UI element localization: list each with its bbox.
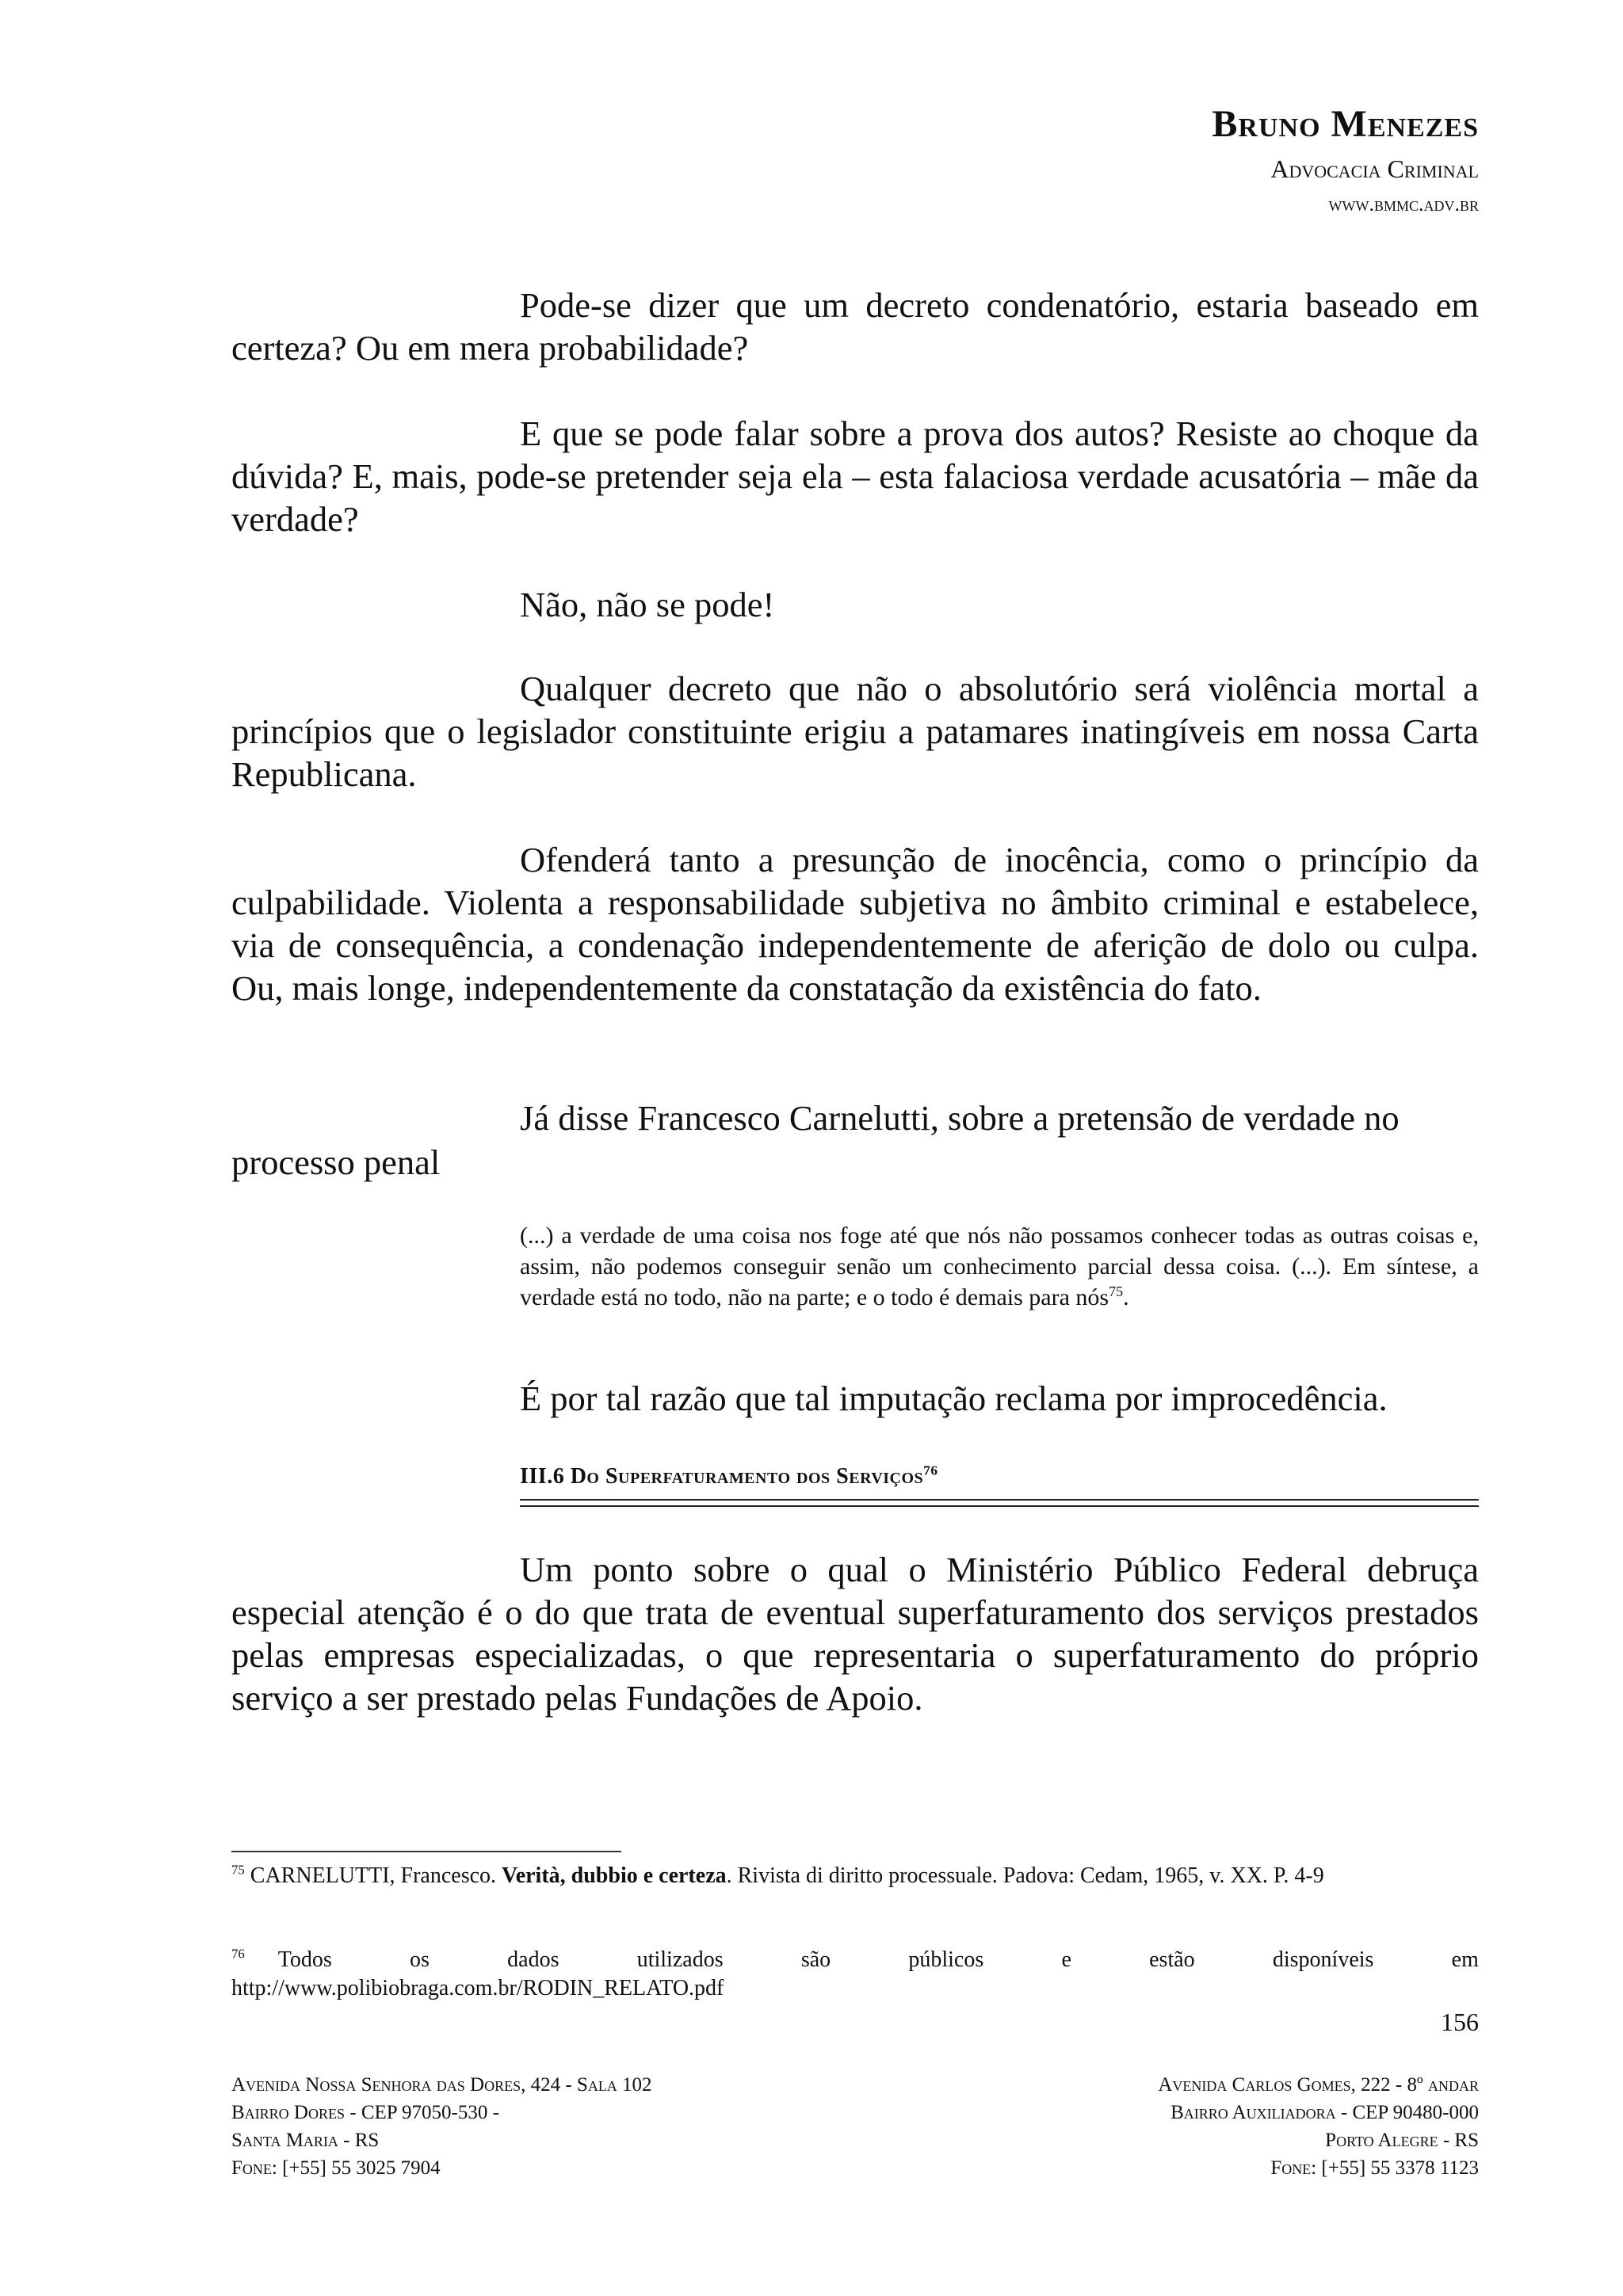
footnote-number: 75	[231, 1862, 245, 1878]
page-number: 156	[1441, 2008, 1479, 2036]
address-phone: Fone: [+55] 55 3378 1123	[1270, 2157, 1479, 2179]
footnote-word: estão	[1149, 1947, 1195, 1972]
footnote-url-link[interactable]: http://www.polibiobraga.com.br/RODIN_RELATO.pdf	[231, 1976, 724, 2000]
quote-text: (...) a verdade de uma coisa nos foge até que nós não possamos conhecer todas as outras coisas e, assim, não podemos conseguir senão um conhecimento parcial dessa coisa. (...). Em síntese, a verdade está no todo, não na parte; e o todo é demais para nós	[520, 1222, 1479, 1310]
address-phone: Fone: [+55] 55 3025 7904	[231, 2157, 441, 2179]
paragraph-2	[231, 412, 1479, 540]
paragraph-5	[231, 838, 1479, 1009]
section-heading-text: III.6 Do Superfaturamento dos Serviços	[520, 1464, 924, 1489]
footnote-text: . Rivista di diritto processuale. Padova: Cedam, 1965, v. XX. P. 4-9	[726, 1863, 1324, 1888]
footnote-title: Verità, dubbio e certeza	[502, 1863, 727, 1888]
letterhead	[766, 101, 1479, 222]
paragraph-7: É por tal razão que tal imputação reclama por improcedência.	[520, 1379, 1388, 1418]
footnote-word: e	[1061, 1947, 1071, 1972]
footnote-75	[231, 1862, 1479, 1890]
footnote-word: são	[800, 1947, 831, 1972]
address-street: Avenida Nossa Senhora das Dores, 424 - Sala 102	[231, 2074, 652, 2096]
paragraph-6-text: Já disse Francesco Carnelutti, sobre a pretensão de verdade no	[520, 1098, 1400, 1138]
paragraph-6-line-2: processo penal	[231, 1142, 441, 1182]
quote-end: .	[1123, 1284, 1129, 1310]
paragraph-3	[231, 583, 1479, 626]
footnote-word: públicos	[908, 1947, 984, 1972]
paragraph-3-text: Não, não se pode!	[520, 585, 775, 624]
firm-website: www.bmmc.adv.br	[1328, 193, 1479, 215]
heading-rule	[520, 1499, 1479, 1501]
paragraph-8	[231, 1548, 1479, 1719]
footnote-word: em	[1451, 1947, 1479, 1972]
footnote-word: dados	[507, 1947, 559, 1972]
footnote-number: 76	[231, 1946, 245, 1962]
heading-rule	[520, 1505, 1479, 1507]
footer-address-right	[1158, 2071, 1479, 2182]
address-city: Porto Alegre - RS	[1325, 2130, 1479, 2151]
paragraph-4	[231, 667, 1479, 795]
footnote-text: CARNELUTTI, Francesco.	[244, 1863, 502, 1888]
footnote-separator	[231, 1851, 621, 1852]
footnote-number-word	[231, 1946, 332, 1974]
firm-name: Bruno Menezes	[1212, 103, 1479, 145]
paragraph-1	[231, 284, 1479, 369]
address-street: Avenida Carlos Gomes, 222 - 8º andar	[1158, 2074, 1479, 2096]
footnote-76-line-1	[231, 1946, 1479, 1974]
firm-subtitle: Advocacia Criminal	[1270, 154, 1479, 183]
footer-address-left	[231, 2071, 652, 2182]
footnote-76	[231, 1946, 1479, 2003]
paragraph-5-text: Ofenderá tanto a presunção de inocência, como o princípio da culpabilidade. Violenta a responsabilidade subjetiva no âmbito criminal e estabelece, via de consequência, a condenação independentemente de aferição de dolo ou culpa. Ou, mais longe, independentemente da constatação da existência do fato.	[231, 840, 1479, 1008]
footnote-word: disponíveis	[1272, 1947, 1374, 1972]
paragraph-2-text: E que se pode falar sobre a prova dos autos? Resiste ao choque da dúvida? E, mais, pode-se pretender seja ela – esta falaciosa verdade acusatória – mãe da verdade?	[231, 414, 1479, 539]
section-heading	[520, 1464, 1479, 1489]
footnote-ref-76: 76	[923, 1463, 938, 1478]
footnote-word: os	[410, 1947, 430, 1972]
paragraph-1-text: Pode-se dizer que um decreto condenatório, estaria baseado em certeza? Ou em mera probabilidade?	[231, 285, 1479, 368]
footnote-word: Todos	[277, 1947, 332, 1972]
paragraph-4-text: Qualquer decreto que não o absolutório será violência mortal a princípios que o legislador constituinte erigiu a patamares inatingíveis em nossa Carta Republicana.	[231, 669, 1479, 794]
footnote-ref-75: 75	[1109, 1283, 1124, 1299]
paragraph-6-line-1	[231, 1097, 1479, 1139]
paragraph-8-text: Um ponto sobre o qual o Ministério Público Federal debruça especial atenção é o do que trata de eventual superfaturamento dos serviços prestados pelas empresas especializadas, o que representaria o superfaturamento do próprio serviço a ser prestado pelas Fundações de Apoio.	[231, 1550, 1479, 1718]
address-district: Bairro Auxiliadora - CEP 90480-000	[1170, 2102, 1479, 2123]
address-district: Bairro Dores - CEP 97050-530 -	[231, 2102, 499, 2123]
block-quote	[520, 1220, 1479, 1313]
footnote-word: utilizados	[636, 1947, 724, 1972]
address-city: Santa Maria - RS	[231, 2130, 380, 2151]
